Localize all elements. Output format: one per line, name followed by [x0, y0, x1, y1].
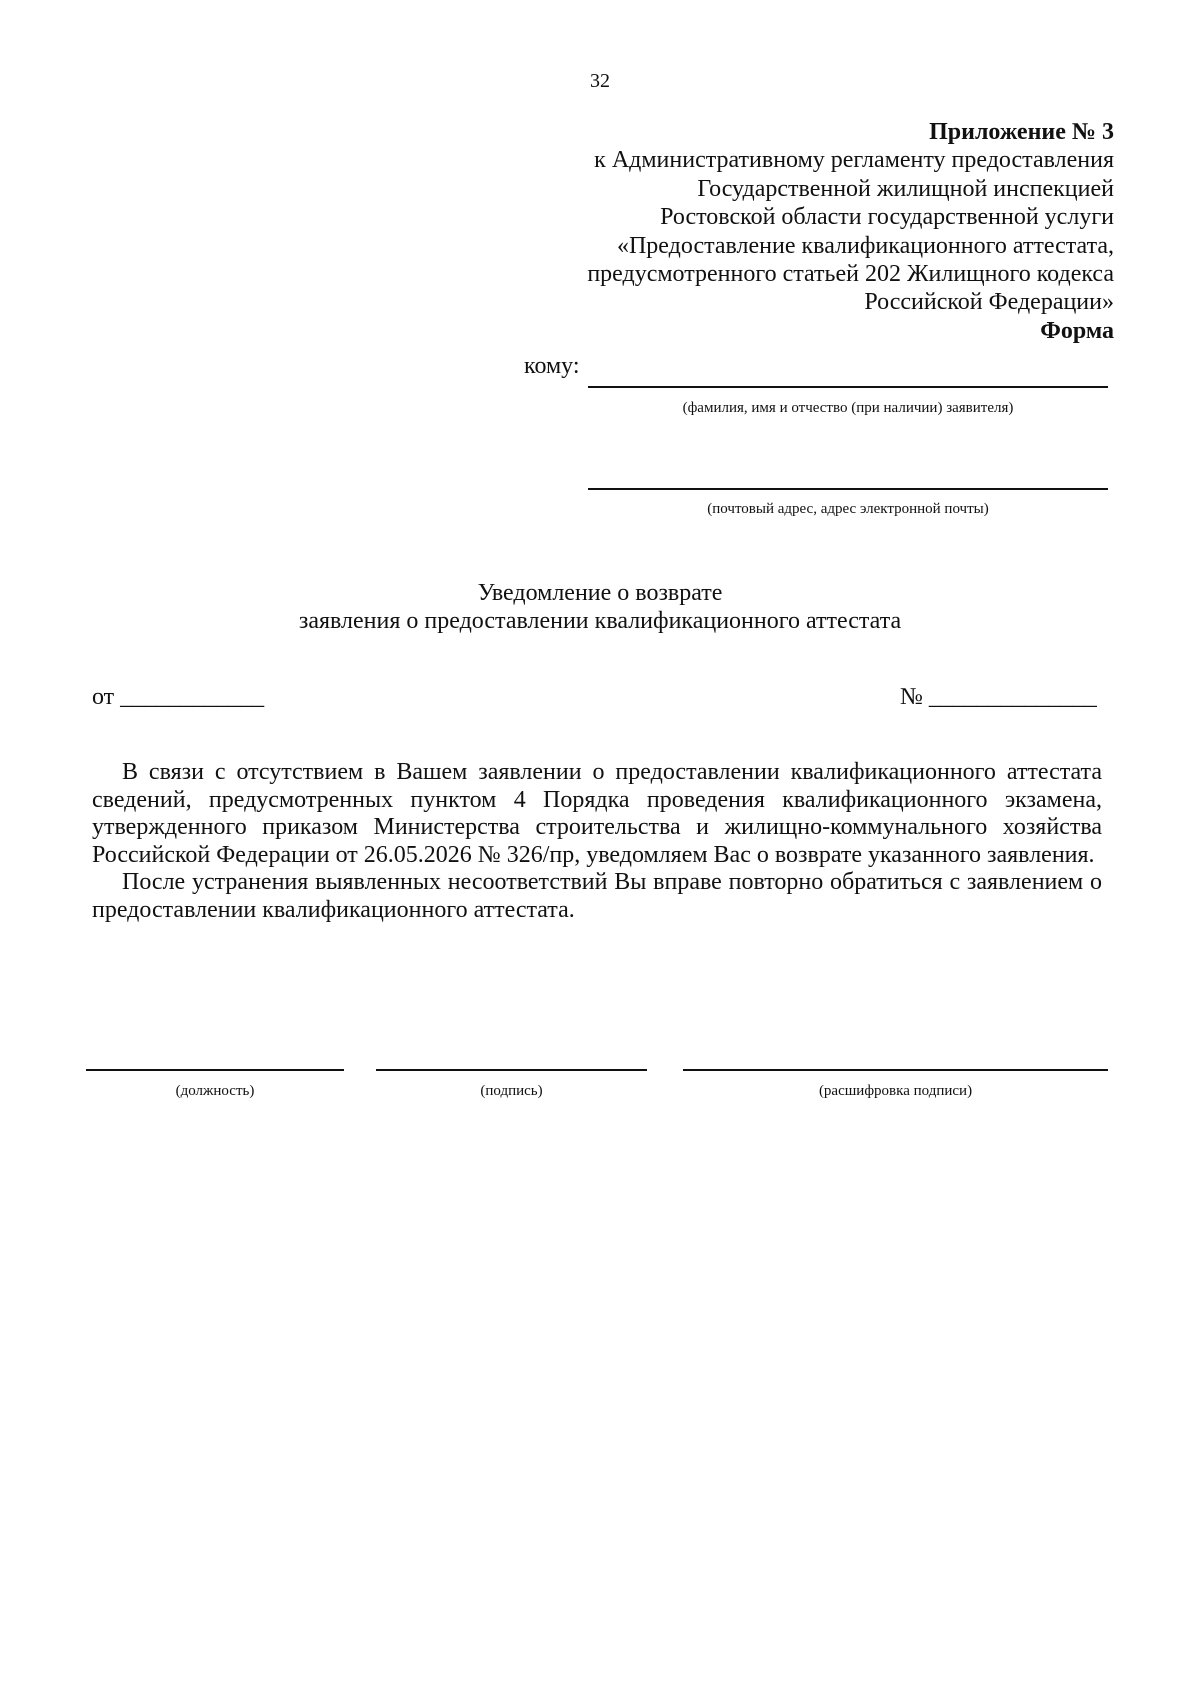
appendix-header	[514, 118, 1114, 345]
recipient-label: кому:	[524, 353, 580, 379]
appendix-line: к Административному регламенту предоставления	[594, 147, 1114, 174]
appendix-line: «Предоставление квалификационного аттестата,	[616, 232, 1114, 259]
signature-caption: (подпись)	[480, 1083, 543, 1099]
date-label: от	[92, 684, 115, 710]
body-paragraph: После устранения выявленных несоответствий Вы вправе повторно обратиться с заявлением о предоставлении квалификационного аттестата.	[92, 869, 1102, 923]
appendix-line: Российской Федерации»	[864, 289, 1114, 316]
signature-decoding-caption: (расшифровка подписи)	[818, 1083, 973, 1099]
notice-title-line: Уведомление о возврате	[477, 580, 723, 606]
notice-title	[0, 579, 1200, 635]
number-label: №	[900, 684, 923, 710]
recipient-address-line	[588, 488, 1108, 490]
signature-decoding-line	[683, 1069, 1108, 1071]
position-caption: (должность)	[175, 1083, 255, 1099]
page-number: 32	[590, 70, 610, 92]
recipient-address-caption: (почтовый адрес, адрес электронной почты)	[707, 501, 989, 517]
number-field	[900, 684, 1097, 711]
appendix-title: Приложение № 3	[929, 119, 1114, 145]
form-label: Форма	[1040, 317, 1114, 344]
notice-body	[92, 759, 1102, 925]
position-line	[86, 1069, 344, 1071]
date-field	[92, 684, 264, 711]
signature-line	[376, 1069, 647, 1071]
date-blank: ____________	[120, 684, 265, 710]
body-paragraph: В связи с отсутствием в Вашем заявлении о предоставлении квалификационного аттестата сведений, предусмотренных пунктом 4 Порядка проведения квалификационного экзамена, утвержденного приказом Министерства строительства и жилищно-коммунального хозяйства Российской Федерации от 26.05.2026 № 326/пр, уведомляем Вас о возврате указанного заявления.	[92, 759, 1102, 868]
appendix-line: предусмотренного статьей 202 Жилищного кодекса	[587, 261, 1114, 288]
appendix-line: Государственной жилищной инспекцией	[697, 175, 1114, 202]
recipient-name-caption: (фамилия, имя и отчество (при наличии) заявителя)	[682, 400, 1014, 416]
recipient-name-line	[588, 386, 1108, 388]
appendix-line: Ростовской области государственной услуги	[660, 204, 1114, 231]
notice-title-line: заявления о предоставлении квалификационного аттестата	[298, 608, 902, 634]
number-blank: ______________	[928, 684, 1097, 710]
